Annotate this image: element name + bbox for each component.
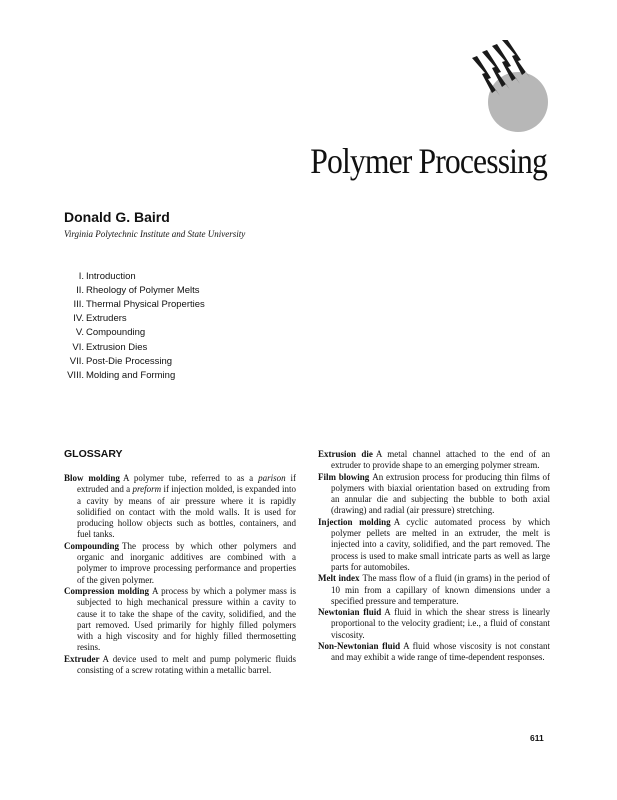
toc-item bbox=[58, 297, 278, 311]
glossary-definition: A polymer tube, referred to as a bbox=[122, 473, 259, 483]
glossary-definition: A fluid in which the shear stress is linearly proportional to the velocity gradient; i.e., a fluid of constant viscosity. bbox=[331, 607, 550, 640]
toc-label: Rheology of Polymer Melts bbox=[86, 284, 200, 296]
glossary-term: Injection molding bbox=[318, 516, 391, 527]
glossary-emphasis: parison bbox=[258, 473, 286, 483]
glossary-entry bbox=[318, 472, 550, 517]
toc-item bbox=[58, 312, 278, 326]
glossary-definition: if extruded and a bbox=[77, 473, 296, 495]
glossary-term: Compression molding bbox=[64, 585, 149, 596]
author-name: Donald G. Baird bbox=[64, 209, 170, 225]
author-affiliation: Virginia Polytechnic Institute and State University bbox=[64, 229, 246, 239]
glossary-entry bbox=[318, 607, 550, 641]
toc-number: IV. bbox=[73, 313, 84, 325]
toc-number: III. bbox=[73, 298, 84, 310]
toc-label: Thermal Physical Properties bbox=[86, 298, 205, 310]
toc-label: Post-Die Processing bbox=[86, 355, 173, 367]
toc-number: VII. bbox=[69, 355, 84, 367]
glossary-term: Non-Newtonian fluid bbox=[318, 641, 401, 652]
glossary-term: Blow molding bbox=[64, 473, 120, 483]
glossary-entry bbox=[64, 541, 296, 586]
glossary-definition: A metal channel attached to the end of an extruder to provide shape to an emerging polymer stream. bbox=[331, 449, 550, 471]
glossary-emphasis: preform bbox=[132, 484, 162, 495]
toc-item bbox=[58, 283, 278, 297]
glossary-definition: A fluid whose viscosity is not constant and may exhibit a wide range of time-dependent responses. bbox=[331, 641, 551, 663]
toc-item bbox=[58, 368, 278, 382]
table-of-contents bbox=[58, 269, 278, 383]
glossary-column-right bbox=[318, 449, 550, 664]
glossary-entry bbox=[64, 654, 296, 677]
glossary-term: Extruder bbox=[64, 653, 100, 664]
toc-label: Molding and Forming bbox=[86, 369, 176, 381]
glossary-definition: A process by which a polymer mass is subjected to high mechanical pressure within a cavity to cause it to take the shape of the cavity, solidified, and the part removed. Used primarily for highly filled polymers with a high viscosity and for highly filled thermosetting resins. bbox=[77, 585, 296, 653]
toc-number: VIII. bbox=[67, 369, 84, 381]
glossary-term: Compounding bbox=[64, 540, 120, 551]
glossary-entry bbox=[318, 573, 550, 607]
glossary-heading: GLOSSARY bbox=[64, 448, 123, 460]
glossary-entry bbox=[64, 473, 296, 541]
page-title: Polymer Processing bbox=[310, 141, 547, 181]
toc-item bbox=[58, 269, 278, 283]
glossary-entry bbox=[318, 641, 550, 664]
glossary-column-left bbox=[64, 473, 296, 676]
toc-item bbox=[58, 326, 278, 340]
toc-label: Extrusion Dies bbox=[86, 341, 148, 353]
glossary-entry bbox=[318, 517, 550, 573]
toc-number: I. bbox=[78, 270, 84, 282]
toc-number: II. bbox=[76, 284, 84, 296]
glossary-definition: A cyclic automated process by which polymer pellets are melted in an extruder, the melt is injected into a cavity, solidified, and the part removed. The process is used to make small intricate parts as well as large parts for automobiles. bbox=[331, 516, 550, 572]
toc-number: VI. bbox=[72, 341, 84, 353]
glossary-term: Newtonian fluid bbox=[318, 607, 382, 618]
glossary-definition: An extrusion process for producing thin films of polymers with biaxial orientation based on extruding from an annular die and subjecting the bubble to both axial (drawing) and radial (air pressure) stretching. bbox=[331, 471, 550, 516]
toc-label: Compounding bbox=[86, 327, 146, 339]
toc-item bbox=[58, 340, 278, 354]
toc-item bbox=[58, 354, 278, 368]
glossary-term: Extrusion die bbox=[318, 449, 373, 459]
glossary-entry bbox=[64, 586, 296, 654]
glossary-term: Melt index bbox=[318, 573, 360, 584]
glossary-entry bbox=[318, 449, 550, 472]
toc-label: Introduction bbox=[86, 270, 136, 282]
glossary-definition: The process by which other polymers and organic and inorganic additives are combined with a polymer to improve processing performance and properties of the given polymer. bbox=[77, 540, 296, 585]
glossary-definition: A device used to melt and pump polymeric fluids consisting of a screw rotating within a metallic barrel. bbox=[77, 653, 296, 676]
glossary-definition: if injection molded, is expanded into a cavity by means of air pressure where it is rapidly solidified on contact with the mold walls. It is used for producing hollow objects such as bottles, containers, and fuel tanks. bbox=[77, 484, 296, 540]
lightning-logo-icon bbox=[468, 40, 550, 132]
page-number: 611 bbox=[530, 733, 544, 743]
toc-label: Extruders bbox=[86, 313, 127, 325]
glossary-term: Film blowing bbox=[318, 471, 370, 482]
glossary-definition: The mass flow of a fluid (in grams) in the period of 10 min from a capillary of known dimensions under a specified pressure and temperature. bbox=[331, 573, 551, 606]
toc-number: V. bbox=[75, 327, 84, 339]
